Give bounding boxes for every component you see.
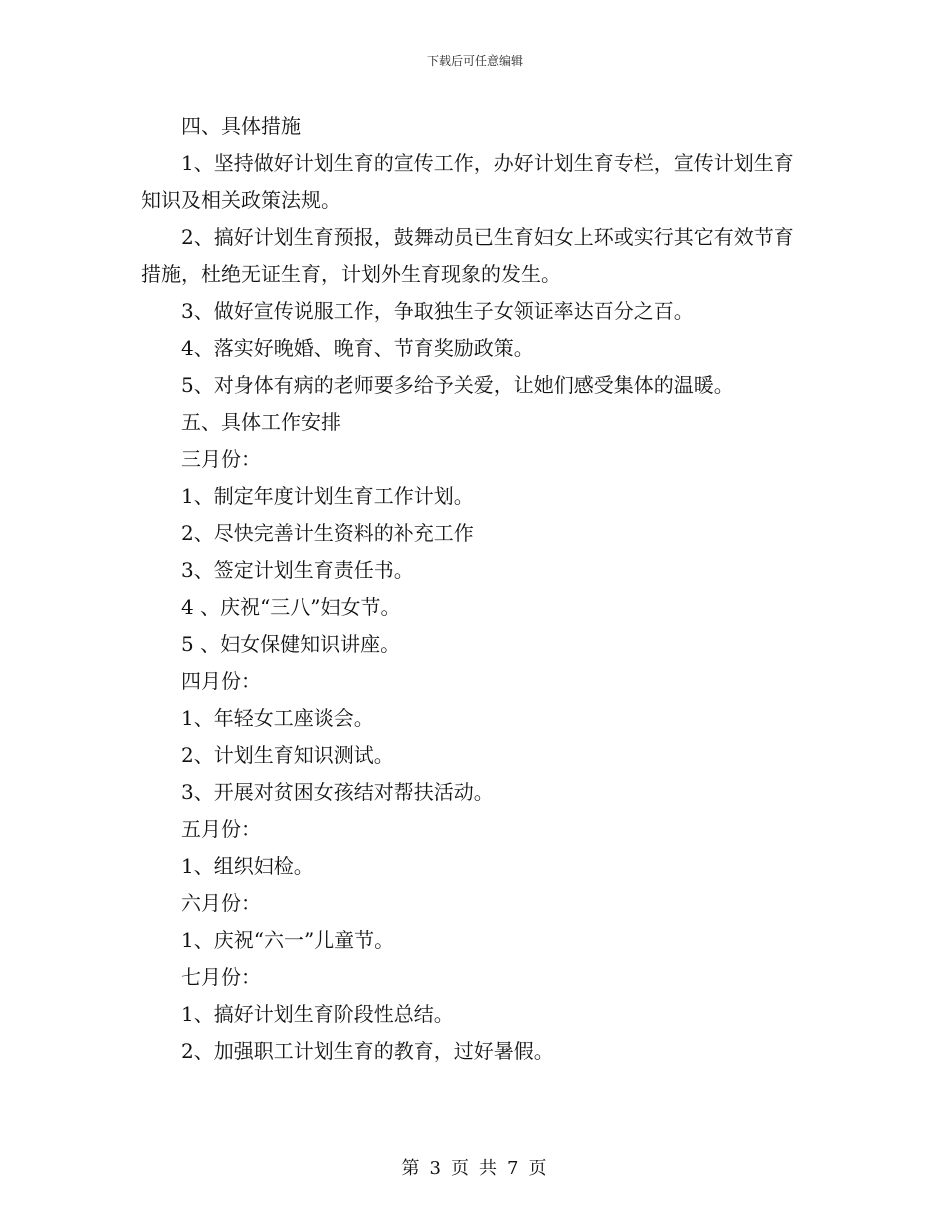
section-heading-schedule: 五、具体工作安排	[181, 410, 341, 434]
paragraph: 5、对身体有病的老师要多给予关爱，让她们感受集体的温暖。	[181, 373, 734, 397]
page-word: 页	[451, 1158, 471, 1179]
list-item: 2、计划生育知识测试。	[181, 743, 394, 767]
list-item: 3、开展对贫困女孩结对帮扶活动。	[181, 780, 494, 804]
month-heading-april: 四月份：	[181, 669, 261, 693]
page-footer	[0, 1154, 950, 1180]
list-item: 1、年轻女工座谈会。	[181, 706, 374, 730]
list-item: 3、签定计划生育责任书。	[181, 558, 414, 582]
total-prefix: 共	[479, 1158, 499, 1179]
paragraph: 1、坚持做好计划生育的宣传工作，办好计划生育专栏，宣传计划生育知识及相关政策法规。	[141, 151, 794, 212]
page-prefix: 第	[401, 1158, 422, 1179]
list-item: 1、组织妇检。	[181, 854, 314, 878]
list-item: 4 、庆祝“三八”妇女节。	[181, 595, 401, 619]
paragraph: 4、落实好晚婚、晚育、节育奖励政策。	[181, 336, 534, 360]
total-pages-number: 7	[507, 1158, 521, 1179]
section-heading-measures: 四、具体措施	[181, 114, 301, 138]
month-heading-may: 五月份：	[181, 817, 261, 841]
list-item: 1、庆祝“六一”儿童节。	[181, 928, 395, 952]
list-item: 1、搞好计划生育阶段性总结。	[181, 1002, 454, 1026]
list-item: 2、加强职工计划生育的教育，过好暑假。	[181, 1039, 554, 1063]
page-header-note: 下载后可任意编辑	[426, 54, 523, 68]
paragraph: 2、搞好计划生育预报，鼓舞动员已生育妇女上环或实行其它有效节育措施，杜绝无证生育，计划外生育现象的发生。	[141, 225, 794, 286]
document-body	[141, 108, 809, 1070]
paragraph: 3、做好宣传说服工作，争取独生子女领证率达百分之百。	[181, 299, 694, 323]
month-heading-july: 七月份：	[181, 965, 261, 989]
current-page-number: 3	[429, 1158, 443, 1179]
list-item: 5 、妇女保健知识讲座。	[181, 632, 401, 656]
list-item: 1、制定年度计划生育工作计划。	[181, 484, 474, 508]
month-heading-june: 六月份：	[181, 891, 261, 915]
total-word: 页	[528, 1158, 549, 1179]
list-item: 2、尽快完善计生资料的补充工作	[181, 521, 474, 545]
month-heading-march: 三月份：	[181, 447, 261, 471]
